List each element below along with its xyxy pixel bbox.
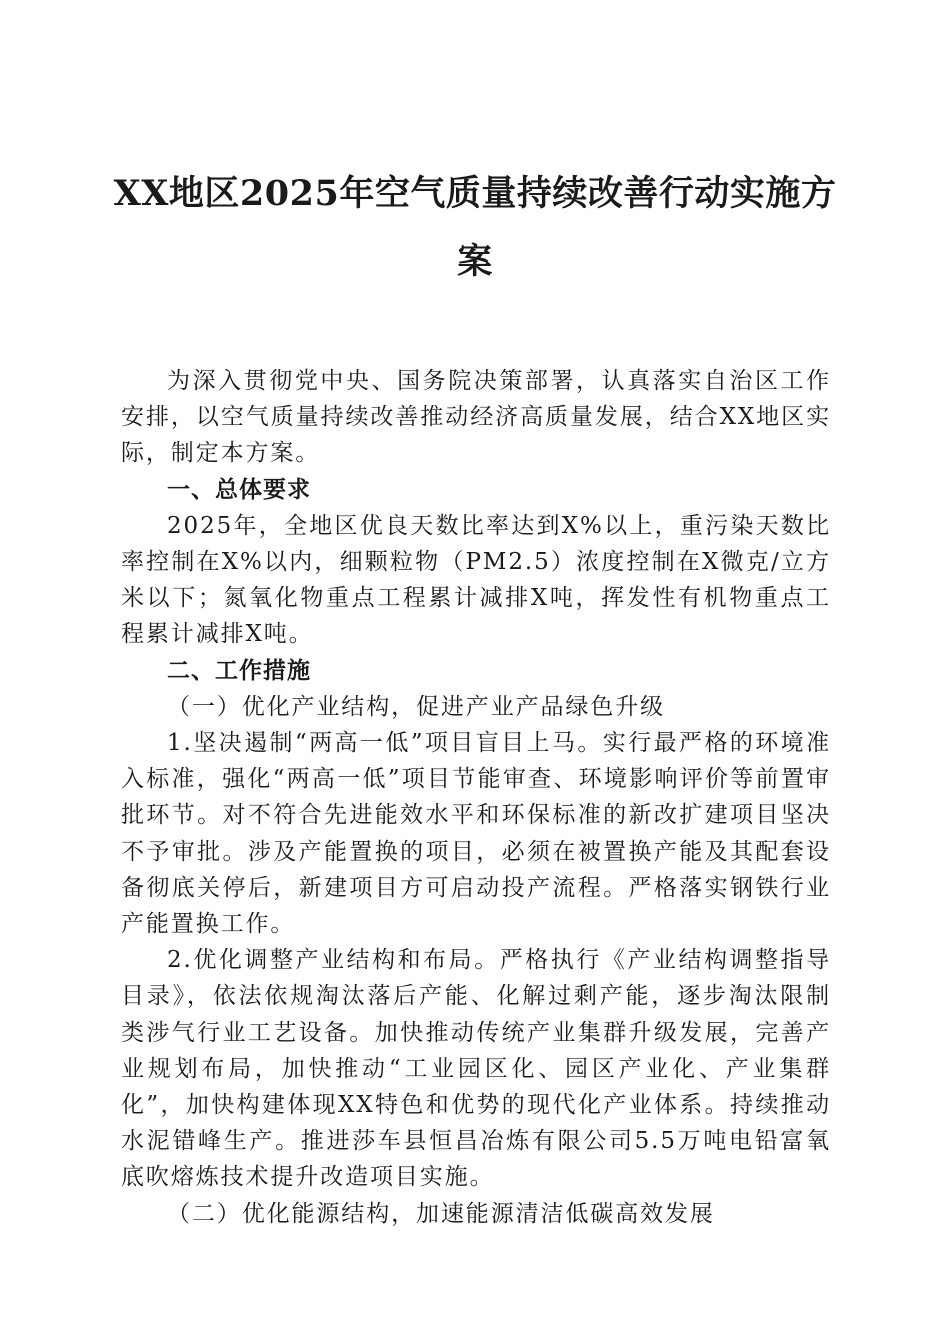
subsection-heading-2: （二）优化能源结构，加速能源清洁低碳高效发展 (167, 1200, 715, 1227)
section-heading-2: 二、工作措施 (167, 657, 311, 684)
item-2-paragraph: 2.优化调整产业结构和布局。严格执行《产业结构调整指导目录》，依法依规淘汰落后产能、化解过剩产能，逐步淘汰限制类涉气行业工艺设备。加快推动传统产业集群升级发展，完善产业规划布局，加快推动“工业园区化、园区产业化、产业集群化”，加快构建体现XX特色和优势的现代化产业体系。持续推动水泥错峰生产。推进莎车县恒昌冶炼有限公司5.5万吨电铅富氧底吹熔炼技术提升改造项目实施。 (121, 947, 831, 1191)
section-1-paragraph: 2025年，全地区优良天数比率达到X%以上，重污染天数比率控制在X%以内，细颗粒物（PM2.5）浓度控制在X微克/立方米以下；氮氧化物重点工程累计减排X吨，挥发性有机物重点工程累计减排X吨。 (121, 512, 831, 648)
item-1-paragraph: 1.坚决遏制“两高一低”项目盲目上马。实行最严格的环境准入标准，强化“两高一低”项目节能审查、环境影响评价等前置审批环节。对不符合先进能效水平和环保标准的新改扩建项目坚决不予审批。涉及产能置换的项目，必须在被置换产能及其配套设备彻底关停后，新建项目方可启动投产流程。严格落实钢铁行业产能置换工作。 (121, 730, 831, 938)
title-line-2: 案 (457, 241, 493, 282)
subsection-heading-1: （一）优化产业结构，促进产业产品绿色升级 (167, 693, 665, 720)
document-body (121, 363, 831, 1232)
section-heading-1: 一、总体要求 (167, 476, 311, 503)
intro-paragraph: 为深入贯彻党中央、国务院决策部署，认真落实自治区工作安排，以空气质量持续改善推动经济高质量发展，结合XX地区实际，制定本方案。 (121, 368, 831, 467)
document-title (100, 160, 850, 296)
title-line-1: XX地区2025年空气质量持续改善行动实施方 (113, 173, 837, 214)
